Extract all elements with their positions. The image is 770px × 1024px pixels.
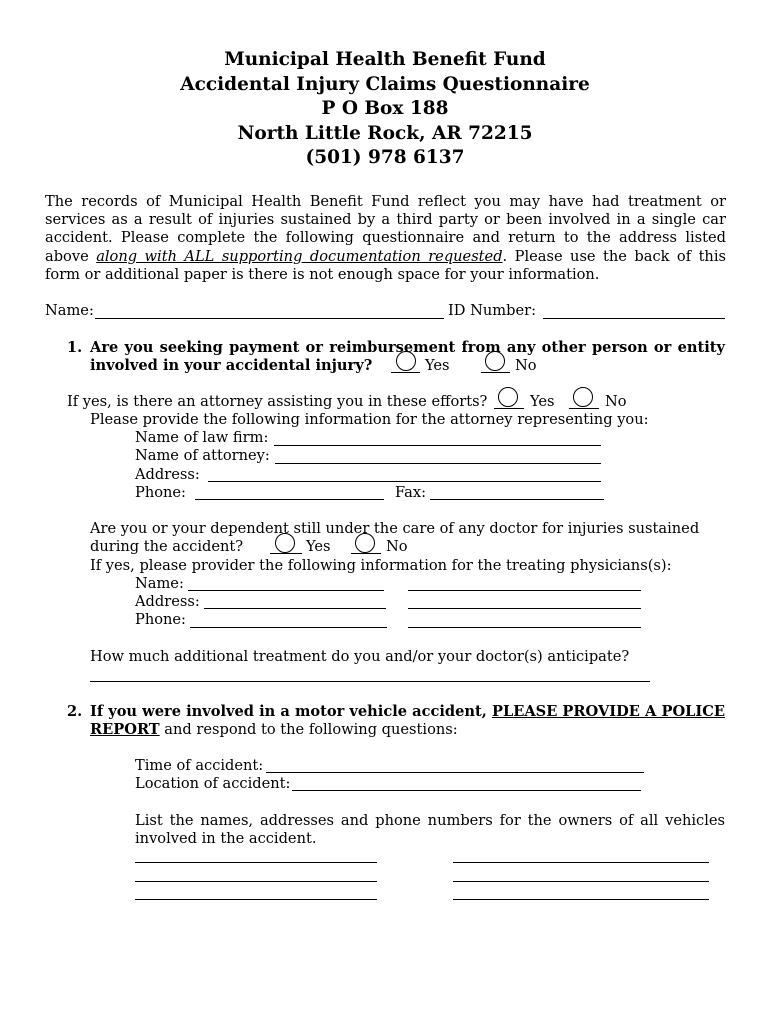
attorney-yes-radio[interactable] [498, 387, 518, 407]
q1-number: 1. [67, 339, 83, 356]
physician-name-field-2[interactable] [408, 590, 641, 591]
intro-text-a: The records of Municipal Health Benefit Fund reflect you may have had treatment or services as a result of injuries sustained by a third party or been involved in a single car accident. Please complete the following questionnaire and return to the address listed above [45, 193, 726, 265]
q1-yes-radio[interactable] [396, 351, 416, 371]
attorney-instructions: Please provide the following information for the attorney representing you: [90, 411, 649, 428]
name-field[interactable] [95, 318, 444, 319]
owners-instructions: List the names, addresses and phone numbers for the owners of all vehicles involved in the accident. [135, 812, 725, 848]
attorney-fax-field[interactable] [430, 499, 604, 500]
care-yes-label: Yes [306, 538, 331, 555]
owner-field-left-1[interactable] [135, 862, 377, 863]
intro-emphasis: along with ALL supporting documentation requested [96, 247, 503, 265]
q1-no-label: No [515, 357, 537, 374]
intro-paragraph [45, 193, 726, 284]
care-question-line1: Are you or your dependent still under the care of any doctor for injuries sustained [90, 520, 700, 537]
law-firm-field[interactable] [274, 445, 601, 446]
attorney-name-label: Name of attorney: [135, 447, 270, 464]
owner-field-right-2[interactable] [453, 881, 709, 882]
id-number-field[interactable] [543, 318, 725, 319]
physician-phone-field-2[interactable] [408, 627, 641, 628]
form-title: Accidental Injury Claims Questionnaire [180, 73, 590, 95]
owner-field-right-3[interactable] [453, 899, 709, 900]
form-header [0, 48, 770, 171]
owner-field-left-2[interactable] [135, 881, 377, 882]
physician-address-field-2[interactable] [408, 608, 641, 609]
attorney-no-label: No [605, 393, 627, 410]
name-label: Name: [45, 302, 94, 319]
owner-field-left-3[interactable] [135, 899, 377, 900]
attorney-no-radio[interactable] [573, 387, 593, 407]
phone-number: (501) 978 6137 [305, 147, 465, 168]
q2-number: 2. [67, 703, 83, 720]
treatment-answer-field[interactable] [90, 681, 650, 682]
care-question-line2: during the accident? [90, 538, 244, 555]
physician-address-label: Address: [135, 593, 200, 610]
attorney-yes-label: Yes [530, 393, 555, 410]
attorney-question: If yes, is there an attorney assisting you in these efforts? [67, 393, 488, 410]
physician-address-field-1[interactable] [204, 608, 386, 609]
time-of-accident-field[interactable] [266, 772, 644, 773]
time-of-accident-label: Time of accident: [135, 757, 264, 774]
q1-no-radio[interactable] [485, 351, 505, 371]
id-number-label: ID Number: [448, 302, 536, 319]
care-no-label: No [386, 538, 408, 555]
care-no-radio[interactable] [355, 533, 375, 553]
treatment-question: How much additional treatment do you and/or your doctor(s) anticipate? [90, 648, 630, 665]
physician-instructions: If yes, please provider the following information for the treating physicians(s): [90, 557, 672, 574]
law-firm-label: Name of law firm: [135, 429, 269, 446]
q2-question: If you were involved in a motor vehicle accident, PLEASE PROVIDE A POLICE REPORT and respond to the following questions: [90, 703, 725, 739]
care-yes-radio[interactable] [275, 533, 295, 553]
location-of-accident-label: Location of accident: [135, 775, 291, 792]
city-state-zip: North Little Rock, AR 72215 [237, 122, 533, 144]
attorney-address-label: Address: [135, 466, 200, 483]
fund-name: Municipal Health Benefit Fund [224, 49, 546, 70]
physician-name-label: Name: [135, 575, 184, 592]
physician-phone-label: Phone: [135, 611, 186, 628]
attorney-phone-label: Phone: [135, 484, 186, 501]
police-report-emphasis: PLEASE PROVIDE A POLICE REPORT [90, 703, 725, 739]
location-of-accident-field[interactable] [292, 790, 641, 791]
attorney-address-field[interactable] [208, 481, 601, 482]
owner-field-right-1[interactable] [453, 862, 709, 863]
q1-yes-label: Yes [425, 357, 450, 374]
po-box: P O Box 188 [321, 98, 449, 119]
physician-name-field-1[interactable] [188, 590, 384, 591]
physician-phone-field-1[interactable] [190, 627, 387, 628]
q1-question: Are you seeking payment or reimbursement from any other person or entity involved in your accidental injury? [90, 339, 725, 375]
attorney-fax-label: Fax: [395, 484, 426, 501]
attorney-phone-field[interactable] [195, 499, 384, 500]
intro-text-b: . Please use the back of this form or additional paper is there is not enough space for your information. [45, 247, 726, 283]
attorney-name-field[interactable] [275, 463, 601, 464]
